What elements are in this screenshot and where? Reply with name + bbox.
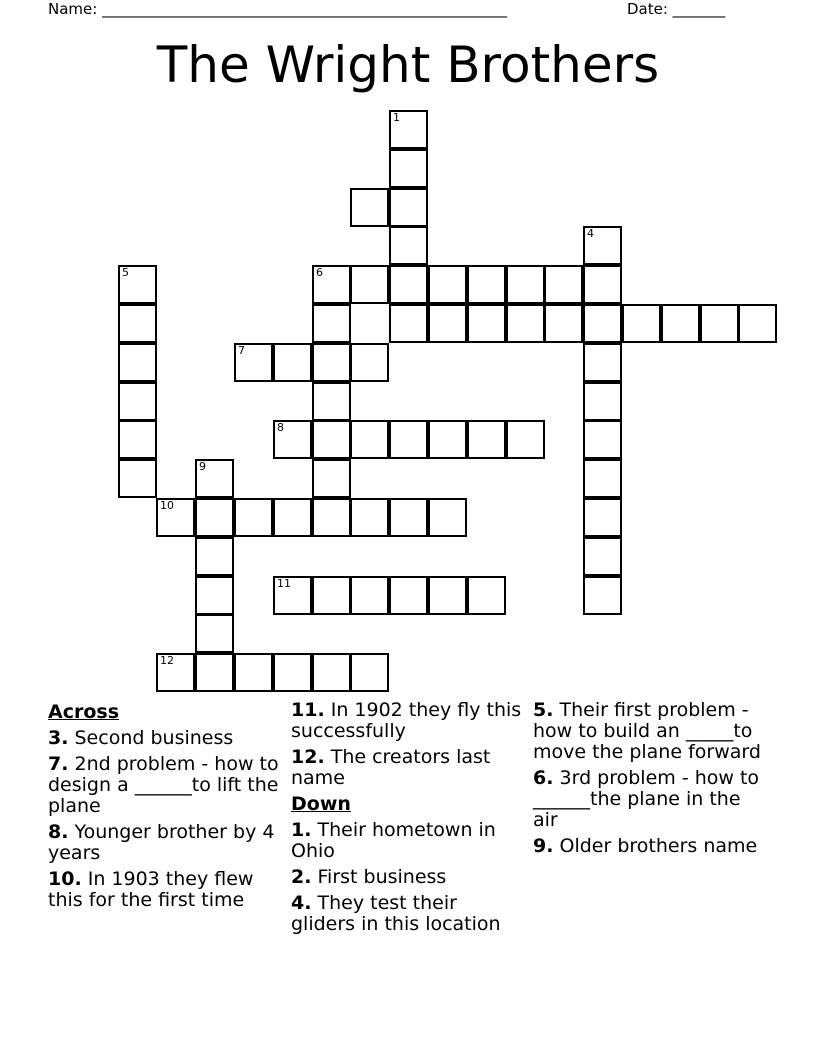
crossword-cell[interactable] bbox=[350, 420, 389, 459]
clue-number: 5. bbox=[533, 699, 554, 721]
crossword-cell[interactable] bbox=[273, 576, 312, 615]
crossword-cell[interactable] bbox=[389, 149, 428, 188]
crossword-cell[interactable] bbox=[195, 459, 234, 498]
clue-down-9 bbox=[533, 836, 769, 857]
crossword-cell[interactable] bbox=[273, 498, 312, 537]
crossword-cell[interactable] bbox=[195, 537, 234, 576]
crossword-cell[interactable] bbox=[428, 265, 467, 304]
clue-across-10 bbox=[48, 869, 284, 911]
clue-column-3 bbox=[533, 700, 769, 862]
crossword-cell[interactable] bbox=[234, 343, 273, 382]
clue-number: 1. bbox=[291, 819, 312, 841]
crossword-cell[interactable] bbox=[544, 265, 583, 304]
crossword-cell[interactable] bbox=[622, 304, 661, 343]
clue-text: Their hometown in Ohio bbox=[291, 819, 496, 862]
clue-number: 4. bbox=[291, 892, 312, 914]
crossword-cell[interactable] bbox=[583, 576, 622, 615]
crossword-cell[interactable] bbox=[583, 498, 622, 537]
cell-number: 7 bbox=[238, 344, 245, 357]
crossword-cell[interactable] bbox=[118, 459, 157, 498]
clue-text: 2nd problem - how to design a ______to lift the plane bbox=[48, 753, 279, 817]
clue-down-4 bbox=[291, 893, 527, 935]
crossword-cell[interactable] bbox=[428, 498, 467, 537]
crossword-cell[interactable] bbox=[312, 343, 351, 382]
cell-number: 11 bbox=[277, 577, 291, 590]
crossword-cell[interactable] bbox=[583, 382, 622, 421]
cell-number: 12 bbox=[160, 654, 174, 667]
crossword-cell[interactable] bbox=[118, 382, 157, 421]
cell-number: 10 bbox=[160, 499, 174, 512]
date-field[interactable]: Date: _______ bbox=[627, 0, 726, 18]
clue-text: In 1902 they fly this successfully bbox=[291, 699, 522, 742]
crossword-cell[interactable] bbox=[583, 343, 622, 382]
crossword-cell[interactable] bbox=[312, 265, 351, 304]
clue-across-7 bbox=[48, 754, 284, 817]
clue-down-5 bbox=[533, 700, 769, 763]
clue-text: The creators last name bbox=[291, 746, 491, 789]
crossword-cell[interactable] bbox=[544, 304, 583, 343]
clue-down-2 bbox=[291, 867, 527, 888]
crossword-cell[interactable] bbox=[467, 420, 506, 459]
crossword-cell[interactable] bbox=[350, 343, 389, 382]
crossword-cell[interactable] bbox=[506, 304, 545, 343]
crossword-cell[interactable] bbox=[428, 304, 467, 343]
crossword-cell[interactable] bbox=[312, 304, 351, 343]
cell-number: 4 bbox=[587, 227, 594, 240]
crossword-cell[interactable] bbox=[467, 304, 506, 343]
crossword-cell[interactable] bbox=[350, 653, 389, 692]
crossword-cell[interactable] bbox=[583, 226, 622, 265]
clue-across-12 bbox=[291, 747, 527, 789]
cell-number: 9 bbox=[199, 460, 206, 473]
crossword-cell[interactable] bbox=[506, 265, 545, 304]
crossword-cell[interactable] bbox=[118, 343, 157, 382]
clue-text: Older brothers name bbox=[559, 835, 758, 857]
crossword-cell[interactable] bbox=[312, 498, 351, 537]
crossword-cell[interactable] bbox=[312, 653, 351, 692]
clue-number: 11. bbox=[291, 699, 325, 721]
clue-across-8 bbox=[48, 822, 284, 864]
crossword-cell[interactable] bbox=[389, 188, 428, 227]
crossword-cell[interactable] bbox=[350, 576, 389, 615]
clue-number: 2. bbox=[291, 866, 312, 888]
crossword-cell[interactable] bbox=[156, 653, 195, 692]
crossword-cell[interactable] bbox=[195, 653, 234, 692]
crossword-cell[interactable] bbox=[389, 226, 428, 265]
crossword-cell[interactable] bbox=[389, 420, 428, 459]
crossword-cell[interactable] bbox=[312, 459, 351, 498]
crossword-cell[interactable] bbox=[700, 304, 739, 343]
clue-number: 8. bbox=[48, 821, 69, 843]
cell-number: 5 bbox=[122, 266, 129, 279]
crossword-cell[interactable] bbox=[156, 498, 195, 537]
cell-number: 1 bbox=[393, 111, 400, 124]
clue-across-11 bbox=[291, 700, 527, 742]
crossword-cell[interactable] bbox=[583, 265, 622, 304]
crossword-cell[interactable] bbox=[661, 304, 700, 343]
crossword-cell[interactable] bbox=[312, 420, 351, 459]
crossword-cell[interactable] bbox=[273, 420, 312, 459]
crossword-cell[interactable] bbox=[312, 576, 351, 615]
clue-number: 6. bbox=[533, 767, 554, 789]
crossword-cell[interactable] bbox=[118, 304, 157, 343]
clue-number: 12. bbox=[291, 746, 325, 768]
clue-text: Younger brother by 4 years bbox=[48, 821, 275, 864]
clue-down-6 bbox=[533, 768, 769, 831]
crossword-cell[interactable] bbox=[428, 420, 467, 459]
clue-number: 7. bbox=[48, 753, 69, 775]
crossword-cell[interactable] bbox=[312, 382, 351, 421]
clue-text: Second business bbox=[74, 727, 234, 749]
crossword-cell[interactable] bbox=[583, 537, 622, 576]
clue-down-1 bbox=[291, 820, 527, 862]
cell-number: 6 bbox=[316, 266, 323, 279]
clue-number: 3. bbox=[48, 727, 69, 749]
crossword-cell[interactable] bbox=[389, 576, 428, 615]
crossword-cell[interactable] bbox=[234, 653, 273, 692]
crossword-cell[interactable] bbox=[350, 498, 389, 537]
crossword-cell[interactable] bbox=[428, 576, 467, 615]
page-title: The Wright Brothers bbox=[156, 36, 660, 94]
crossword-cell[interactable] bbox=[195, 576, 234, 615]
crossword-cell[interactable] bbox=[506, 420, 545, 459]
across-heading: Across bbox=[48, 701, 120, 723]
crossword-cell[interactable] bbox=[118, 420, 157, 459]
crossword-cell[interactable] bbox=[738, 304, 777, 343]
crossword-cell[interactable] bbox=[195, 498, 234, 537]
clue-column-2 bbox=[291, 700, 527, 940]
clue-text: 3rd problem - how to ______the plane in the air bbox=[533, 767, 760, 831]
clue-across-3 bbox=[48, 728, 284, 749]
crossword-cell[interactable] bbox=[273, 343, 312, 382]
clue-text: First business bbox=[317, 866, 447, 888]
clue-column-1 bbox=[48, 700, 284, 916]
crossword-cell[interactable] bbox=[389, 265, 428, 304]
crossword-cell[interactable] bbox=[350, 188, 389, 227]
crossword-cell[interactable] bbox=[273, 653, 312, 692]
crossword-cell[interactable] bbox=[583, 304, 622, 343]
clue-text: In 1903 they flew this for the first time bbox=[48, 868, 254, 911]
clue-text: They test their gliders in this location bbox=[291, 892, 501, 935]
name-field[interactable]: Name: ______________________________________________________ bbox=[48, 0, 508, 18]
crossword-cell[interactable] bbox=[467, 576, 506, 615]
crossword-cell[interactable] bbox=[583, 420, 622, 459]
crossword-cell[interactable] bbox=[389, 498, 428, 537]
crossword-cell[interactable] bbox=[195, 614, 234, 653]
clue-number: 10. bbox=[48, 868, 82, 890]
cell-number: 8 bbox=[277, 421, 284, 434]
down-heading: Down bbox=[291, 793, 351, 815]
crossword-cell[interactable] bbox=[118, 265, 157, 304]
crossword-cell[interactable] bbox=[467, 265, 506, 304]
crossword-cell[interactable] bbox=[389, 110, 428, 149]
crossword-cell[interactable] bbox=[234, 498, 273, 537]
crossword-cell[interactable] bbox=[389, 304, 428, 343]
crossword-cell[interactable] bbox=[350, 265, 389, 304]
clue-number: 9. bbox=[533, 835, 554, 857]
clue-text: Their first problem - how to build an _____to move the plane forward bbox=[533, 699, 761, 763]
crossword-cell[interactable] bbox=[583, 459, 622, 498]
